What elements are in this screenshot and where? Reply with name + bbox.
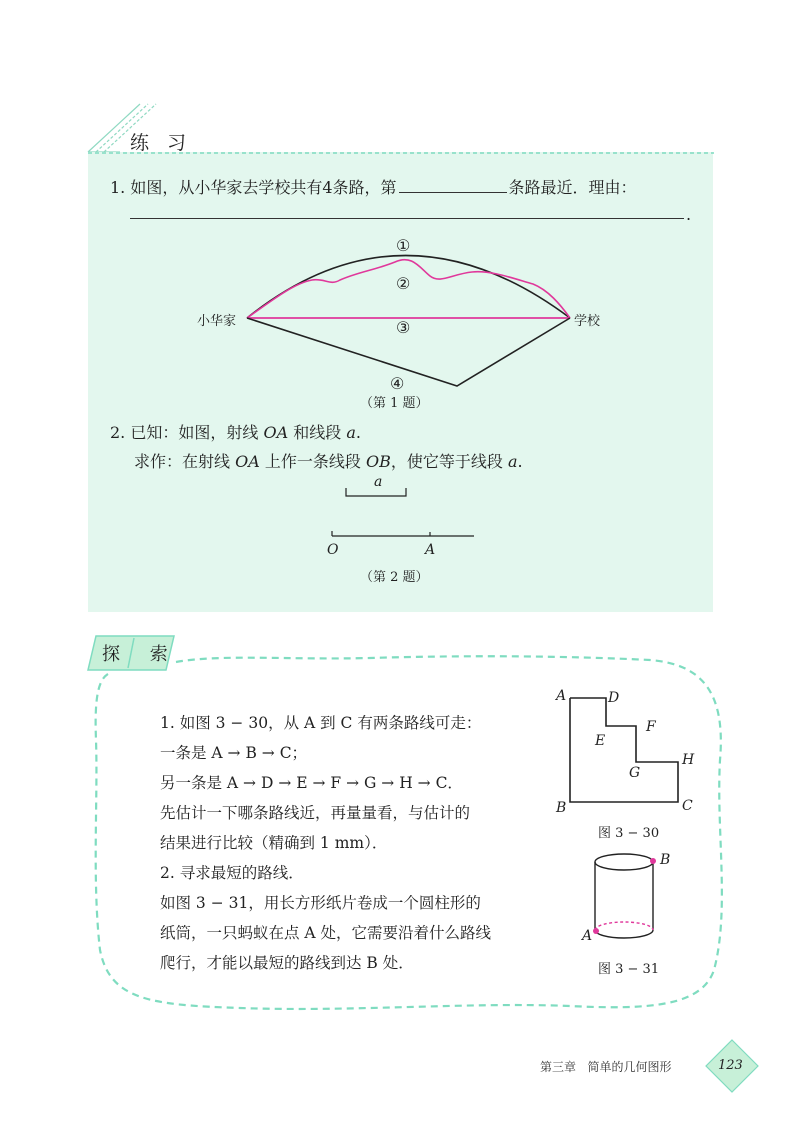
- fig30-label-A: A: [556, 688, 567, 704]
- question-2-line-2: [134, 450, 523, 474]
- route-label-4: ④: [390, 374, 405, 393]
- fig30-label-D: D: [608, 690, 620, 706]
- figure-3-30-staircase: [560, 690, 700, 820]
- var-a: a: [507, 452, 518, 471]
- figure-1-caption: （第 1 题）: [360, 396, 429, 411]
- figure-2-ray-OA: [326, 528, 478, 542]
- question-2-line-1: [110, 421, 361, 445]
- explore-line: 纸筒，一只蚂蚁在点 A 处，它需要沿着什么路线: [160, 924, 492, 942]
- question-1-text-after: 条路最近．理由：: [508, 178, 637, 197]
- figure-3-31-cylinder: [588, 848, 671, 944]
- var-OB: OB: [365, 452, 391, 471]
- question-2-number: 2.: [110, 423, 126, 442]
- footer-chapter-number: 第三章: [540, 1060, 577, 1074]
- explore-line: 先估计一下哪条路线近，再量量看，与估计的: [160, 804, 471, 822]
- question-2-end-mark: .: [517, 452, 523, 471]
- fig31-label-A: A: [582, 928, 593, 944]
- figure-2-caption: （第 2 题）: [360, 570, 429, 585]
- ray-point-label-A: A: [425, 542, 436, 558]
- var-OA: OA: [235, 452, 260, 471]
- var-OA: OA: [263, 423, 289, 442]
- question-2-text: ，使它等于线段: [390, 452, 503, 471]
- figure-3-30-caption: 图 3 − 30: [598, 826, 660, 841]
- question-2-text: 和线段: [293, 423, 342, 442]
- figure-2-segment-a: [340, 486, 412, 500]
- explore-line: 另一条是 A → D → E → F → G → H → C．: [160, 774, 463, 792]
- explore-title: 探 索: [102, 644, 180, 665]
- question-2-end-mark: .: [355, 423, 361, 442]
- question-1-text-before: 如图，从小华家去学校共有4条路，第: [130, 178, 397, 197]
- question-1-number: 1.: [110, 178, 126, 197]
- start-label-home: 小华家: [197, 314, 237, 329]
- question-2-text: 上作一条线段: [264, 452, 361, 471]
- ray-start-label-O: O: [327, 542, 339, 558]
- point-B-marker: [650, 858, 656, 864]
- route-label-2: ②: [396, 274, 411, 293]
- var-a: a: [346, 423, 356, 442]
- fig30-label-G: G: [629, 765, 641, 781]
- footer-chapter-title: 简单的几何图形: [587, 1060, 672, 1074]
- question-2-text: 已知：如图，射线: [130, 423, 259, 442]
- fig30-label-F: F: [646, 719, 656, 735]
- reason-line-end-mark: .: [686, 205, 692, 224]
- footer-chapter: [540, 1058, 671, 1075]
- fig30-label-E: E: [595, 733, 606, 749]
- point-A-marker: [593, 928, 599, 934]
- fig30-label-B: B: [556, 800, 567, 816]
- fig30-label-H: H: [682, 752, 695, 768]
- explore-line: 结果进行比较（精确到 1 mm）．: [160, 834, 388, 852]
- reason-answer-line[interactable]: [130, 218, 684, 219]
- explore-line: 2. 寻求最短的路线．: [160, 864, 304, 882]
- page-number: 123: [718, 1058, 743, 1073]
- route-label-1: ①: [396, 236, 411, 255]
- explore-line: 如图 3 − 31，用长方形纸片卷成一个圆柱形的: [160, 894, 481, 912]
- segment-a-label: a: [374, 474, 383, 490]
- fig30-label-C: C: [682, 798, 693, 814]
- question-2-text: 求作：在射线: [134, 452, 231, 471]
- fig31-label-B: B: [660, 852, 671, 868]
- practice-title: 练 习: [130, 132, 193, 154]
- end-label-school: 学校: [574, 314, 601, 329]
- explore-line: 1. 如图 3 − 30，从 A 到 C 有两条路线可走：: [160, 714, 482, 732]
- explore-line: 爬行，才能以最短的路线到达 B 处．: [160, 954, 414, 972]
- route-label-3: ③: [396, 318, 411, 337]
- answer-blank-route[interactable]: [399, 176, 507, 193]
- explore-line: 一条是 A → B → C；: [160, 744, 308, 762]
- question-1: [110, 176, 637, 200]
- figure-3-31-caption: 图 3 − 31: [598, 962, 660, 977]
